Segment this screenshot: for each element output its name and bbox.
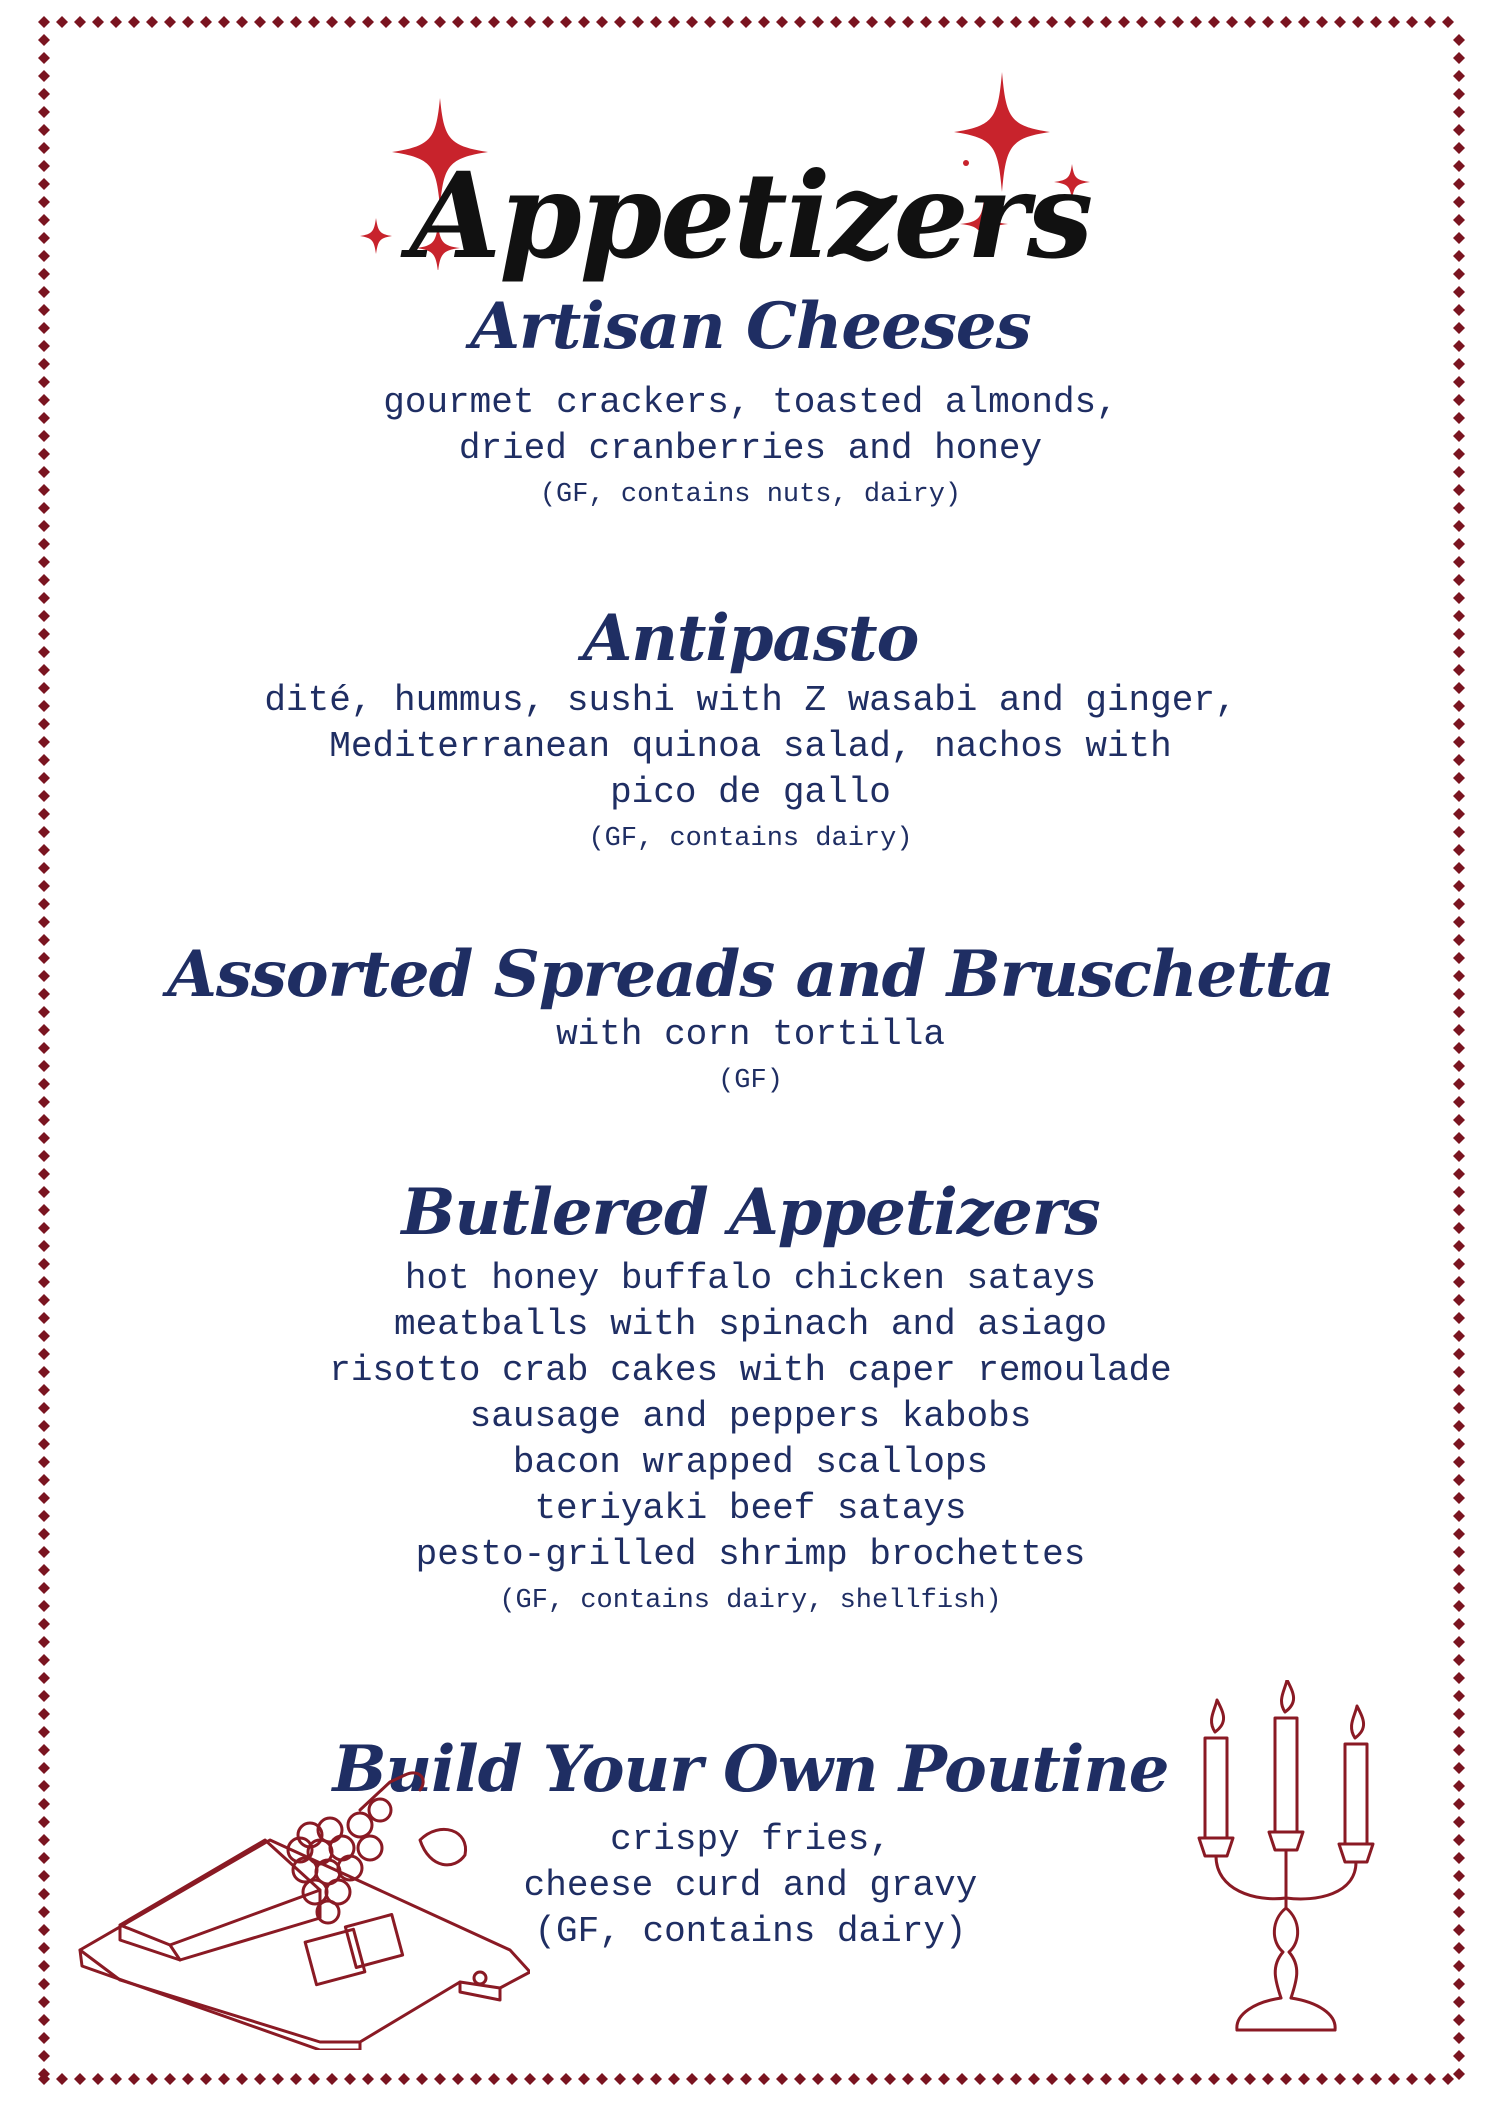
section-line: dité, hummus, sushi with Z wasabi and ginger, <box>264 680 1237 722</box>
section-line: Mediterranean quinoa salad, nachos with <box>329 726 1172 768</box>
section-line: teriyaki beef satays <box>534 1488 967 1530</box>
section-note: (GF, contains nuts, dairy) <box>539 480 962 511</box>
cheese-board-icon <box>60 1720 530 2050</box>
section-note: (GF, contains dairy, shellfish) <box>499 1586 1002 1617</box>
section-line: hot honey buffalo chicken satays <box>404 1258 1097 1300</box>
section-line: sausage and peppers kabobs <box>469 1396 1032 1438</box>
section-artisan-cheeses <box>0 289 1501 518</box>
section-line: pesto-grilled shrimp brochettes <box>415 1534 1086 1576</box>
page-title: Appetizers <box>409 146 1092 286</box>
section-line: dried cranberries and honey <box>458 428 1043 470</box>
section-line: pico de gallo <box>610 772 891 814</box>
section-title: Antipasto <box>582 601 919 676</box>
section-line: meatballs with spinach and asiago <box>394 1304 1107 1346</box>
section-line: risotto crab cakes with caper remoulade <box>329 1350 1172 1392</box>
section-note: (GF, contains dairy) <box>534 1911 967 1953</box>
section-title: Assorted Spreads and Bruschetta <box>167 937 1334 1012</box>
section-note: (GF) <box>718 1066 783 1097</box>
section-line: crispy fries, <box>610 1819 891 1861</box>
section-title: Butlered Appetizers <box>401 1175 1100 1250</box>
section-note: (GF, contains dairy) <box>588 824 913 855</box>
section-line: cheese curd and gravy <box>523 1865 978 1907</box>
candelabra-icon <box>1185 1680 1385 2040</box>
section-butlered-appetizers <box>0 1175 1501 1624</box>
section-line: with corn tortilla <box>556 1014 945 1056</box>
section-antipasto <box>0 601 1501 862</box>
section-title: Artisan Cheeses <box>470 289 1031 364</box>
section-title: Build Your Own Poutine <box>332 1732 1169 1807</box>
section-spreads-bruschetta <box>0 937 1501 1104</box>
section-line: bacon wrapped scallops <box>512 1442 989 1484</box>
section-line: gourmet crackers, toasted almonds, <box>383 382 1118 424</box>
